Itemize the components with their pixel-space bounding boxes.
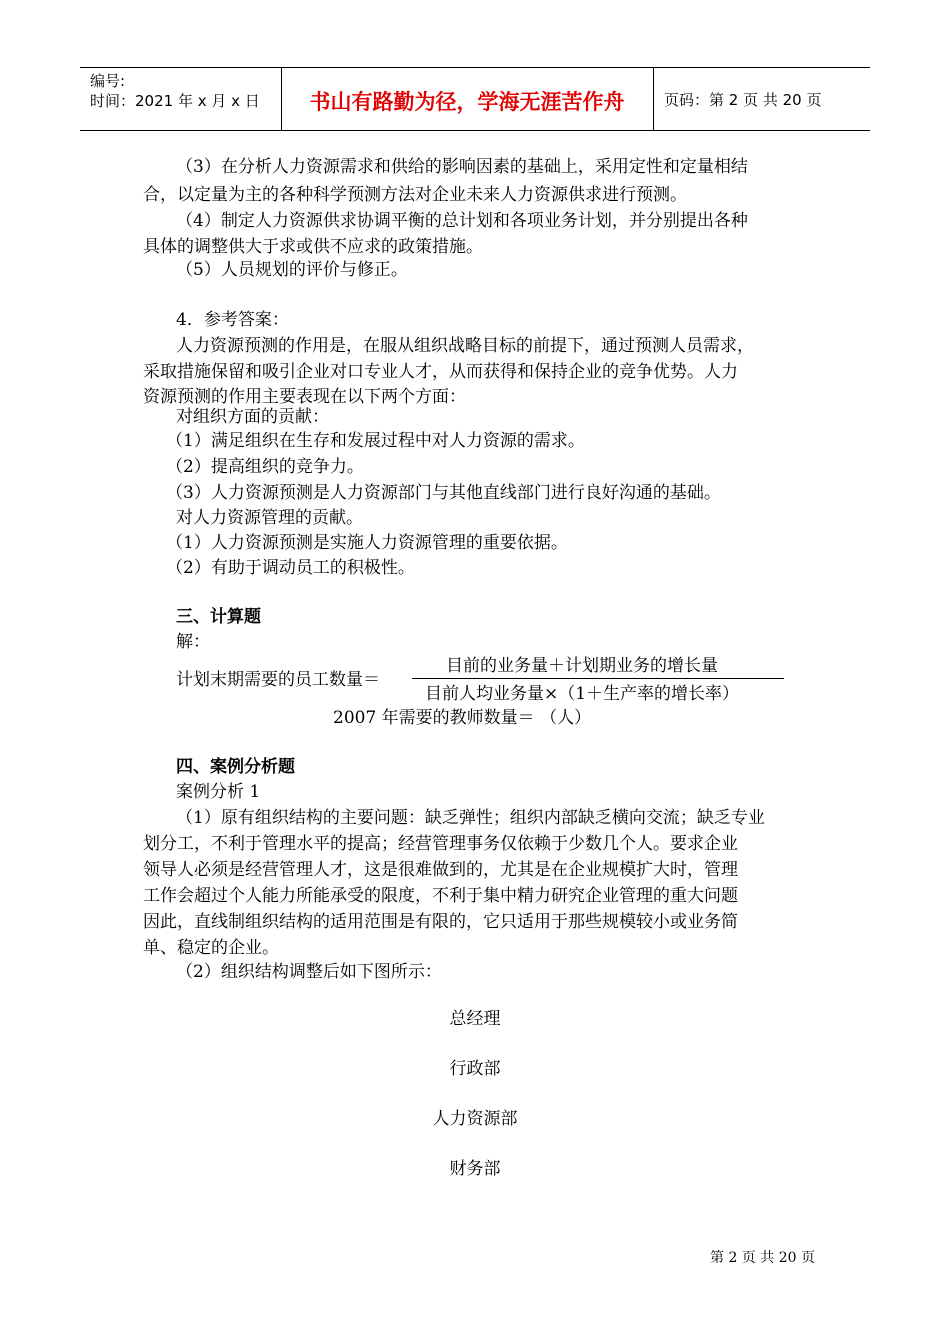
- case-paragraph: 工作会超过个人能力所能承受的限度，不利于集中精力研究企业管理的重大问题: [143, 886, 738, 906]
- case-paragraph: 因此，直线制组织结构的适用范围是有限的，它只适用于那些规模较小或业务简: [143, 912, 738, 932]
- org-contribution-item: （3）人力资源预测是人力资源部门与其他直线部门进行良好沟通的基础。: [166, 483, 721, 503]
- case-title: 案例分析 1: [176, 782, 261, 802]
- hr-contribution-title: 对人力资源管理的贡献。: [176, 508, 363, 528]
- teacher-count-formula: 2007 年需要的教师数量＝ （人）: [333, 708, 592, 728]
- org-node-admin-dept: 行政部: [449, 1059, 501, 1079]
- hr-contribution-item: （2）有助于调动员工的积极性。: [166, 558, 415, 578]
- header-motto: 书山有路勤为径，学海无涯苦作舟: [309, 90, 625, 114]
- case-item-2: （2）组织结构调整后如下图所示：: [176, 962, 442, 982]
- header-meta: [90, 71, 260, 111]
- case-paragraph: 领导人必须是经营管理人才，这是很难做到的，尤其是在企业规模扩大时，管理: [143, 860, 738, 880]
- paragraph-item-4-cont: 具体的调整供大于求或供不应求的政策措施。: [143, 237, 483, 257]
- answer-paragraph: 资源预测的作用主要表现在以下两个方面：: [143, 387, 466, 407]
- formula-denominator: 目前人均业务量×（1＋生产率的增长率）: [425, 684, 740, 704]
- paragraph-item-3: （3）在分析人力资源需求和供给的影响因素的基础上，采用定性和定量相结: [176, 157, 748, 177]
- org-node-hr-dept: 人力资源部: [432, 1109, 518, 1129]
- hr-contribution-item: （1）人力资源预测是实施人力资源管理的重要依据。: [166, 533, 568, 553]
- org-contribution-item: （2）提高组织的竞争力。: [166, 457, 364, 477]
- paragraph-item-3-cont: 合，以定量为主的各种科学预测方法对企业未来人力资源供求进行预测。: [143, 185, 687, 205]
- page-footer: 第 2 页 共 20 页: [710, 1250, 815, 1266]
- formula-lhs: 计划末期需要的员工数量＝: [176, 670, 380, 690]
- header-divider: [653, 68, 654, 130]
- solution-label: 解：: [176, 632, 210, 652]
- number-label: 编号:: [90, 72, 126, 90]
- answer-title: 4．参考答案：: [176, 310, 289, 330]
- org-contribution-item: （1）满足组织在生存和发展过程中对人力资源的需求。: [166, 431, 585, 451]
- time-label: 时间：2021 年 x 月 x 日: [90, 92, 260, 110]
- section-heading-calculation: 三、计算题: [176, 607, 261, 627]
- answer-paragraph: 采取措施保留和吸引企业对口专业人才，从而获得和保持企业的竞争优势。人力: [143, 362, 738, 382]
- paragraph-item-5: （5）人员规划的评价与修正。: [176, 260, 408, 280]
- org-node-finance-dept: 财务部: [449, 1159, 501, 1179]
- formula-numerator: 目前的业务量＋计划期业务的增长量: [446, 656, 718, 676]
- page-header: [80, 67, 870, 131]
- header-page-number: 页码：第 2 页 共 20 页: [664, 91, 822, 109]
- case-paragraph: （1）原有组织结构的主要问题：缺乏弹性；组织内部缺乏横向交流；缺乏专业: [176, 808, 765, 828]
- fraction-bar: [412, 678, 784, 679]
- answer-paragraph: 人力资源预测的作用是，在服从组织战略目标的前提下，通过预测人员需求，: [176, 336, 754, 356]
- org-contribution-title: 对组织方面的贡献：: [176, 407, 329, 427]
- case-paragraph: 单、稳定的企业。: [143, 938, 279, 958]
- section-heading-case: 四、案例分析题: [176, 757, 295, 777]
- paragraph-item-4: （4）制定人力资源供求协调平衡的总计划和各项业务计划，并分别提出各种: [176, 211, 748, 231]
- case-paragraph: 划分工，不利于管理水平的提高；经营管理事务仅依赖于少数几个人。要求企业: [143, 834, 738, 854]
- org-node-general-manager: 总经理: [449, 1009, 501, 1029]
